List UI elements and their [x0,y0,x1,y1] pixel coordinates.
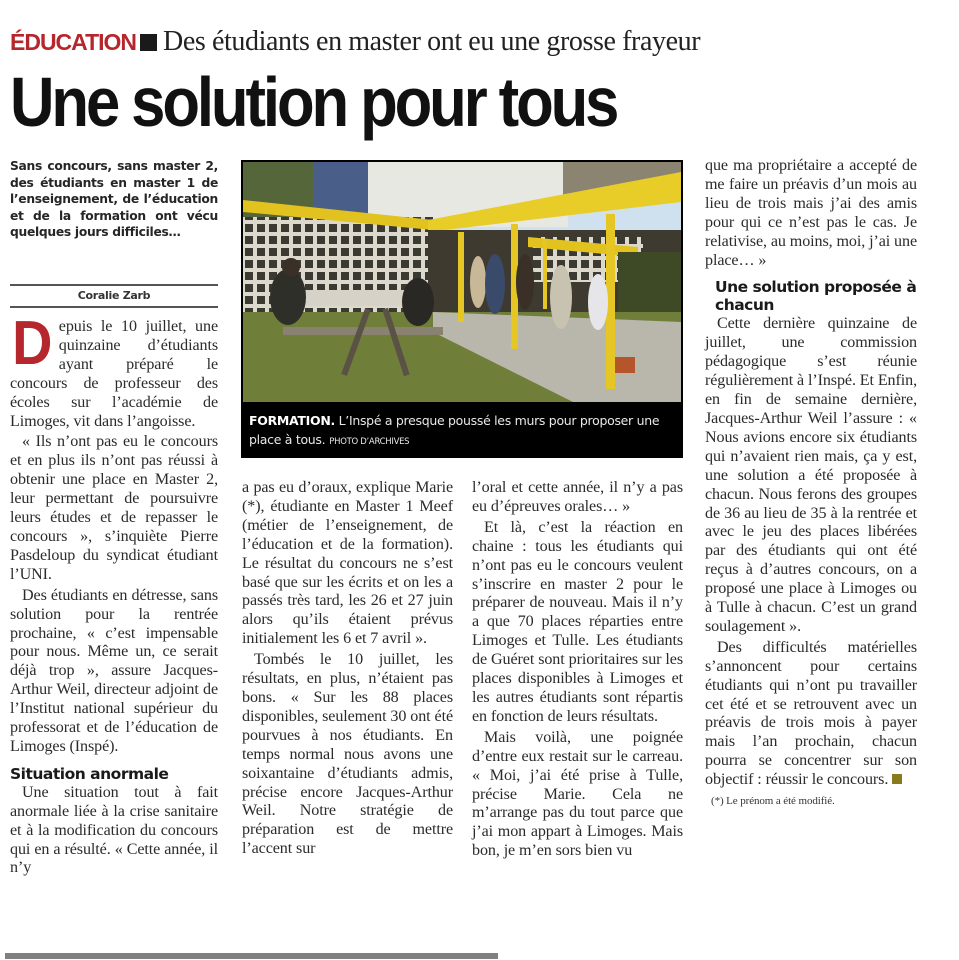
paragraph: Une situation tout à fait anormale liée à la crise sanitaire et à la modification du concours qui en a résulté. « Cette année, il n’y [10,783,218,877]
byline-box [10,284,218,308]
paragraph: a pas eu d’oraux, explique Marie (*), étudiante en Master 1 Meef (métier de l’enseignement, de l’éducation et de la formation). Le résultat du concours ne s’est basé que sur les écrits et on les a passés très tard, les 26 et 27 juin alors qu’ils étaient prévus initialement les 6 et 7 avril ». [242,479,453,648]
footnote: (*) Le prénom a été modifié. [711,795,835,808]
lead-paragraph: Sans concours, sans master 2, des étudiants en master 1 de l’enseignement, de l’éducation et de la formation ont vécu quelques jours difficiles… [10,159,218,240]
paragraph: Cette dernière quinzaine de juillet, une commission pédagogique s’est réunie régulièrement à l’Inspé. Et Enfin, en fin de semaine dernière, Jacques-Arthur Weil l’assure : « Nous avions encore six étudiants qui n’avaient rien mais, ça y est, une solution a été proposée à chacun. Nous ferons des groupes de 36 au lieu de 35 à la rentrée et avec le jeu des places libérées par des étudiants qui ont été reçus à d’autres concours, on a proposé une place à Limoges ou à Tulle à chacun. C’est un grand soulagement ». [705,315,917,635]
end-of-article-square-icon [892,774,902,784]
kicker-line [10,27,700,57]
paragraph: Tombés le 10 juillet, les résultats, en plus, n’étaient pas bons. « Sur les 88 places disponibles, seulement 30 ont été pourvues à nos étudiants. En temps normal nous avons une soixantaine d’étudiants admis, précise encore Jacques-Arthur Weil. Notre stratégie de préparation est de mettre l’accent sur [242,651,453,858]
paragraph: « Ils n’ont pas eu le concours et en plus ils n’ont pas réussi à obtenir une place en Master 2, leur permettant de poursuivre leurs études et de repasser le concours », s’inquiète Pierre Pasdeloup du syndicat étudiant l’UNI. [10,433,218,583]
subheading: Situation anormale [10,764,169,783]
square-bullet-icon [140,34,157,51]
kicker-text: Des étudiants en master ont eu une grosse frayeur [163,26,701,57]
paragraph-text: Des difficultés matérielles s’annoncent pour certains étudiants qui n’ont pu travailler cet été et se retrouvent avec un préavis de trois mois à payer mais l’an prochain, chacun pourra se concentrer sur son objectif : réussir le concours. [705,638,917,789]
photo-with-caption [241,160,683,458]
article-column-4 [705,157,917,808]
paragraph [10,309,218,431]
paragraph: que ma propriétaire a accepté de me faire un préavis d’un mois au lieu de trois mais j’ai des amis pour qui ce n’est pas le cas. Je relativise, au moins, moi, j’ai une place… » [705,157,917,269]
article-photo [243,162,681,402]
article-column-2 [242,479,453,859]
paragraph: Mais voilà, une poignée d’entre eux restait sur le carreau. « Moi, j’ai été prise à Tulle, précise Marie. Cela ne m’arrange pas du tout parce que j’ai mon appart à Limoges. Mais bon, je m’en sors bien vu [472,728,683,860]
paragraph: Et là, c’est la réaction en chaine : tous les étudiants qui n’ont pas eu le concours veulent s’inscrire en master 2 pour le préparer de nouveau. Mais il n’y a que 70 places réparties entre Limoges et Tulle. Les étudiants de Guéret sont prioritaires sur les places disponibles à Limoges et les autres étudiants sont répartis en fonction de leurs résultats. [472,518,683,725]
subheading: Une solution proposée à chacun [715,278,917,315]
section-rubric: ÉDUCATION [10,29,137,55]
bottom-rule [5,953,498,959]
photo-credit: PHOTO D’ARCHIVES [329,437,410,447]
drop-cap: D [12,309,51,378]
paragraph: l’oral et cette année, il n’y a pas eu d’épreuves orales… » [472,479,683,515]
photo-caption [249,411,679,452]
article-column-3 [472,479,683,861]
caption-text: L’Inspé a presque poussé les murs pour proposer une place à tous. [249,413,660,447]
headline: Une solution pour tous [10,63,617,141]
paragraph: Des étudiants en détresse, sans solution pour la rentrée prochaine, « c’est impensable pour nous. Même un, ce serait déjà trop », assure Jacques-Arthur Weil, directeur adjoint de l’Institut national supérieur du professorat et de l’éducation de Limoges (Inspé). [10,586,218,755]
caption-lead: FORMATION. [249,413,335,428]
paragraph [705,639,917,790]
photo-illustration [243,162,681,402]
article-column-1 [10,309,218,878]
author-byline: Coralie Zarb [77,289,151,302]
paragraph-text: epuis le 10 juillet, une quinzaine d’étudiants ayant préparé le concours de professeur des écoles sur l’académie de Limoges, vit dans l’angoisse. [10,318,218,430]
